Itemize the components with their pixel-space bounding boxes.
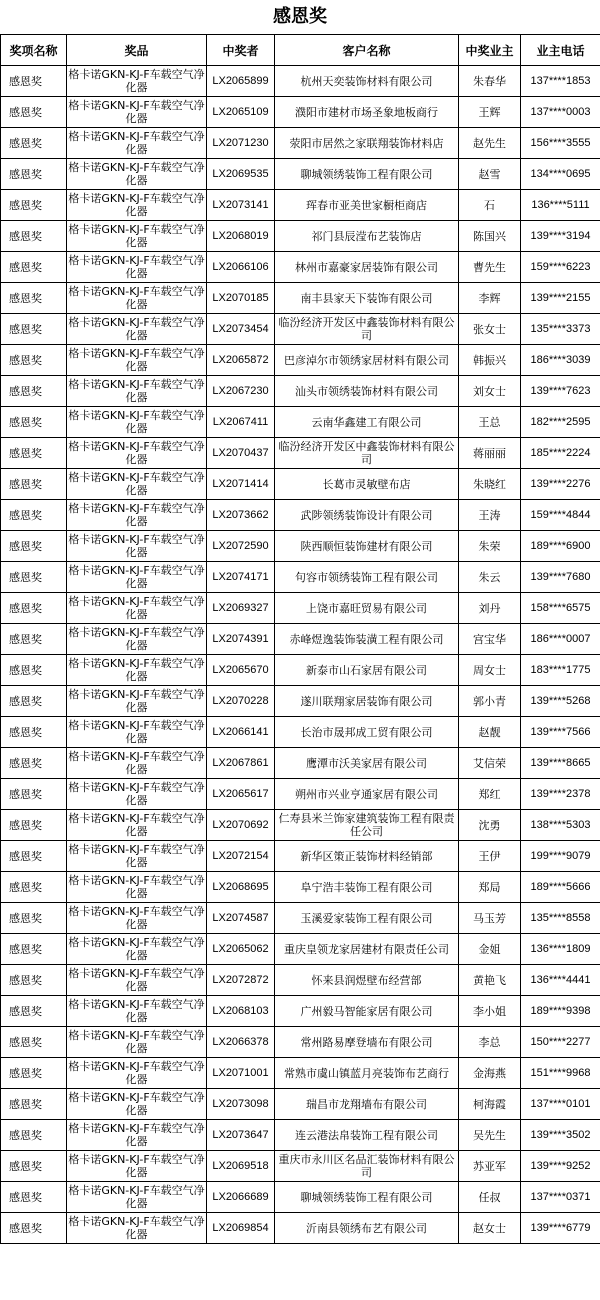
table-row [1, 345, 600, 376]
owner-phone-cell: 139****7623 [521, 376, 600, 407]
winner-code-cell: LX2070692 [207, 810, 275, 841]
winner-code-cell: LX2073098 [207, 1089, 275, 1120]
award-cell: 感恩奖 [1, 748, 67, 779]
customer-name-cell: 荥阳市居然之家联翔装饰材料店 [275, 128, 459, 159]
owner-name-cell: 石 [459, 190, 521, 221]
customer-name-cell: 杭州天奕装饰材料有限公司 [275, 66, 459, 97]
award-cell: 感恩奖 [1, 407, 67, 438]
customer-name-cell: 遂川联翔家居装饰有限公司 [275, 686, 459, 717]
table-row [1, 128, 600, 159]
award-cell: 感恩奖 [1, 593, 67, 624]
customer-name-cell: 赤峰煜逸装饰装潢工程有限公司 [275, 624, 459, 655]
table-row [1, 283, 600, 314]
owner-name-cell: 赵先生 [459, 128, 521, 159]
table-row [1, 717, 600, 748]
owner-name-cell: 马玉芳 [459, 903, 521, 934]
owner-phone-cell: 139****7566 [521, 717, 600, 748]
award-cell: 感恩奖 [1, 655, 67, 686]
award-cell: 感恩奖 [1, 903, 67, 934]
table-row [1, 1058, 600, 1089]
customer-name-cell: 巴彦淖尔市领绣家居材料有限公司 [275, 345, 459, 376]
owner-name-cell: 周女士 [459, 655, 521, 686]
owner-phone-cell: 139****5268 [521, 686, 600, 717]
winner-code-cell: LX2066106 [207, 252, 275, 283]
owner-name-cell: 吴先生 [459, 1120, 521, 1151]
award-cell: 感恩奖 [1, 1151, 67, 1182]
owner-phone-cell: 150****2277 [521, 1027, 600, 1058]
owner-phone-cell: 183****1775 [521, 655, 600, 686]
winner-code-cell: LX2067230 [207, 376, 275, 407]
winner-code-cell: LX2069535 [207, 159, 275, 190]
customer-name-cell: 新泰市山石家居有限公司 [275, 655, 459, 686]
winner-code-cell: LX2066689 [207, 1182, 275, 1213]
customer-name-cell: 临汾经济开发区中鑫装饰材料有限公司 [275, 314, 459, 345]
prize-cell: 格卡诺GKN-KJ-F车载空气净化器 [67, 593, 207, 624]
customer-name-cell: 南丰县家天下装饰有限公司 [275, 283, 459, 314]
winner-code-cell: LX2069327 [207, 593, 275, 624]
winner-code-cell: LX2070185 [207, 283, 275, 314]
winner-code-cell: LX2074587 [207, 903, 275, 934]
owner-phone-cell: 139****3194 [521, 221, 600, 252]
winner-code-cell: LX2074171 [207, 562, 275, 593]
owner-name-cell: 李辉 [459, 283, 521, 314]
award-cell: 感恩奖 [1, 469, 67, 500]
customer-name-cell: 常州路易摩登墙布有限公司 [275, 1027, 459, 1058]
owner-phone-cell: 139****7680 [521, 562, 600, 593]
customer-name-cell: 林州市嘉豪家居装饰有限公司 [275, 252, 459, 283]
table-row [1, 1213, 600, 1244]
owner-phone-cell: 135****3373 [521, 314, 600, 345]
prize-cell: 格卡诺GKN-KJ-F车载空气净化器 [67, 1182, 207, 1213]
winner-code-cell: LX2069518 [207, 1151, 275, 1182]
table-row [1, 190, 600, 221]
award-cell: 感恩奖 [1, 252, 67, 283]
table-row [1, 748, 600, 779]
customer-name-cell: 玉溪爱家装饰工程有限公司 [275, 903, 459, 934]
owner-phone-cell: 199****9079 [521, 841, 600, 872]
prize-cell: 格卡诺GKN-KJ-F车载空气净化器 [67, 562, 207, 593]
winner-code-cell: LX2067861 [207, 748, 275, 779]
owner-name-cell: 金姐 [459, 934, 521, 965]
award-cell: 感恩奖 [1, 221, 67, 252]
award-cell: 感恩奖 [1, 190, 67, 221]
winner-code-cell: LX2072154 [207, 841, 275, 872]
winner-code-cell: LX2073141 [207, 190, 275, 221]
prize-cell: 格卡诺GKN-KJ-F车载空气净化器 [67, 66, 207, 97]
table-body [1, 66, 600, 1244]
award-cell: 感恩奖 [1, 841, 67, 872]
table-row [1, 1027, 600, 1058]
table-row [1, 66, 600, 97]
table-row [1, 1089, 600, 1120]
owner-phone-cell: 137****1853 [521, 66, 600, 97]
owner-name-cell: 沈勇 [459, 810, 521, 841]
winner-code-cell: LX2071001 [207, 1058, 275, 1089]
customer-name-cell: 新华区策正装饰材料经销部 [275, 841, 459, 872]
table-row [1, 97, 600, 128]
customer-name-cell: 陕西顺恒装饰建材有限公司 [275, 531, 459, 562]
owner-name-cell: 任叔 [459, 1182, 521, 1213]
prize-cell: 格卡诺GKN-KJ-F车载空气净化器 [67, 1089, 207, 1120]
table-row [1, 221, 600, 252]
award-cell: 感恩奖 [1, 283, 67, 314]
table-row [1, 593, 600, 624]
customer-name-cell: 鹰潭市沃美家居有限公司 [275, 748, 459, 779]
owner-phone-cell: 189****6900 [521, 531, 600, 562]
award-cell: 感恩奖 [1, 500, 67, 531]
prize-cell: 格卡诺GKN-KJ-F车载空气净化器 [67, 128, 207, 159]
customer-name-cell: 沂南县领绣布艺有限公司 [275, 1213, 459, 1244]
prize-cell: 格卡诺GKN-KJ-F车载空气净化器 [67, 624, 207, 655]
award-cell: 感恩奖 [1, 686, 67, 717]
owner-name-cell: 张女士 [459, 314, 521, 345]
table-row [1, 500, 600, 531]
customer-name-cell: 连云港法帛装饰工程有限公司 [275, 1120, 459, 1151]
customer-name-cell: 上饶市嘉旺贸易有限公司 [275, 593, 459, 624]
award-cell: 感恩奖 [1, 810, 67, 841]
award-cell: 感恩奖 [1, 314, 67, 345]
table-row [1, 686, 600, 717]
award-cell: 感恩奖 [1, 1027, 67, 1058]
owner-phone-cell: 189****9398 [521, 996, 600, 1027]
customer-name-cell: 濮阳市建材市场圣象地板商行 [275, 97, 459, 128]
prize-cell: 格卡诺GKN-KJ-F车载空气净化器 [67, 283, 207, 314]
winner-code-cell: LX2068103 [207, 996, 275, 1027]
table-row [1, 965, 600, 996]
owner-phone-cell: 138****5303 [521, 810, 600, 841]
award-cell: 感恩奖 [1, 965, 67, 996]
prize-cell: 格卡诺GKN-KJ-F车载空气净化器 [67, 314, 207, 345]
prize-cell: 格卡诺GKN-KJ-F车载空气净化器 [67, 872, 207, 903]
owner-name-cell: 金海燕 [459, 1058, 521, 1089]
customer-name-cell: 广州毅马智能家居有限公司 [275, 996, 459, 1027]
prize-cell: 格卡诺GKN-KJ-F车载空气净化器 [67, 159, 207, 190]
owner-phone-cell: 136****4441 [521, 965, 600, 996]
owner-name-cell: 朱春华 [459, 66, 521, 97]
customer-name-cell: 常熟市虞山镇蓝月亮装饰布艺商行 [275, 1058, 459, 1089]
owner-name-cell: 曹先生 [459, 252, 521, 283]
owner-name-cell: 郑红 [459, 779, 521, 810]
winner-code-cell: LX2066141 [207, 717, 275, 748]
owner-name-cell: 黄艳飞 [459, 965, 521, 996]
winner-code-cell: LX2073454 [207, 314, 275, 345]
prize-cell: 格卡诺GKN-KJ-F车载空气净化器 [67, 1151, 207, 1182]
award-cell: 感恩奖 [1, 934, 67, 965]
table-row [1, 903, 600, 934]
winner-code-cell: LX2072872 [207, 965, 275, 996]
prize-cell: 格卡诺GKN-KJ-F车载空气净化器 [67, 469, 207, 500]
award-cell: 感恩奖 [1, 159, 67, 190]
table-row [1, 407, 600, 438]
header-customer: 客户名称 [275, 35, 459, 66]
winner-code-cell: LX2068695 [207, 872, 275, 903]
owner-name-cell: 赵雪 [459, 159, 521, 190]
award-cell: 感恩奖 [1, 562, 67, 593]
winner-code-cell: LX2067411 [207, 407, 275, 438]
customer-name-cell: 武陟领绣装饰设计有限公司 [275, 500, 459, 531]
winner-code-cell: LX2065062 [207, 934, 275, 965]
prize-cell: 格卡诺GKN-KJ-F车载空气净化器 [67, 1213, 207, 1244]
winner-code-cell: LX2065109 [207, 97, 275, 128]
award-cell: 感恩奖 [1, 345, 67, 376]
customer-name-cell: 句容市领绣装饰工程有限公司 [275, 562, 459, 593]
owner-phone-cell: 158****6575 [521, 593, 600, 624]
customer-name-cell: 临汾经济开发区中鑫装饰材料有限公司 [275, 438, 459, 469]
owner-name-cell: 李小姐 [459, 996, 521, 1027]
customer-name-cell: 汕头市领绣装饰材料有限公司 [275, 376, 459, 407]
award-cell: 感恩奖 [1, 128, 67, 159]
table-header-row [1, 35, 600, 66]
prize-cell: 格卡诺GKN-KJ-F车载空气净化器 [67, 407, 207, 438]
owner-name-cell: 宫宝华 [459, 624, 521, 655]
owner-name-cell: 王涛 [459, 500, 521, 531]
prize-cell: 格卡诺GKN-KJ-F车载空气净化器 [67, 965, 207, 996]
prize-cell: 格卡诺GKN-KJ-F车载空气净化器 [67, 903, 207, 934]
owner-phone-cell: 137****0101 [521, 1089, 600, 1120]
owner-phone-cell: 137****0371 [521, 1182, 600, 1213]
winner-code-cell: LX2070228 [207, 686, 275, 717]
owner-phone-cell: 182****2595 [521, 407, 600, 438]
owner-name-cell: 陈国兴 [459, 221, 521, 252]
owner-phone-cell: 135****8558 [521, 903, 600, 934]
prize-cell: 格卡诺GKN-KJ-F车载空气净化器 [67, 345, 207, 376]
owner-phone-cell: 139****2378 [521, 779, 600, 810]
owner-phone-cell: 159****6223 [521, 252, 600, 283]
winner-code-cell: LX2073662 [207, 500, 275, 531]
owner-name-cell: 李总 [459, 1027, 521, 1058]
award-cell: 感恩奖 [1, 1213, 67, 1244]
prize-cell: 格卡诺GKN-KJ-F车载空气净化器 [67, 190, 207, 221]
prize-cell: 格卡诺GKN-KJ-F车载空气净化器 [67, 686, 207, 717]
owner-phone-cell: 139****8665 [521, 748, 600, 779]
customer-name-cell: 仁寿县米兰饰家建筑装饰工程有限责任公司 [275, 810, 459, 841]
table-row [1, 1120, 600, 1151]
owner-phone-cell: 139****2276 [521, 469, 600, 500]
prize-cell: 格卡诺GKN-KJ-F车载空气净化器 [67, 996, 207, 1027]
customer-name-cell: 聊城领绣装饰工程有限公司 [275, 159, 459, 190]
award-cell: 感恩奖 [1, 717, 67, 748]
table-row [1, 872, 600, 903]
prize-cell: 格卡诺GKN-KJ-F车载空气净化器 [67, 252, 207, 283]
prize-cell: 格卡诺GKN-KJ-F车载空气净化器 [67, 841, 207, 872]
owner-name-cell: 王总 [459, 407, 521, 438]
winner-code-cell: LX2066378 [207, 1027, 275, 1058]
table-row [1, 996, 600, 1027]
customer-name-cell: 朔州市兴业亨通家居有限公司 [275, 779, 459, 810]
winner-code-cell: LX2072590 [207, 531, 275, 562]
owner-name-cell: 苏亚军 [459, 1151, 521, 1182]
customer-name-cell: 云南华鑫建工有限公司 [275, 407, 459, 438]
customer-name-cell: 瑞昌市龙翔墙布有限公司 [275, 1089, 459, 1120]
award-cell: 感恩奖 [1, 531, 67, 562]
owner-name-cell: 朱云 [459, 562, 521, 593]
customer-name-cell: 聊城领绣装饰工程有限公司 [275, 1182, 459, 1213]
prize-cell: 格卡诺GKN-KJ-F车载空气净化器 [67, 1058, 207, 1089]
customer-name-cell: 重庆皇领龙家居建材有限责任公司 [275, 934, 459, 965]
header-award: 奖项名称 [1, 35, 67, 66]
prize-cell: 格卡诺GKN-KJ-F车载空气净化器 [67, 655, 207, 686]
owner-name-cell: 朱荣 [459, 531, 521, 562]
prize-cell: 格卡诺GKN-KJ-F车载空气净化器 [67, 97, 207, 128]
customer-name-cell: 怀来县润煜壁布经营部 [275, 965, 459, 996]
customer-name-cell: 长葛市灵敏壁布店 [275, 469, 459, 500]
award-cell: 感恩奖 [1, 66, 67, 97]
owner-phone-cell: 159****4844 [521, 500, 600, 531]
table-row [1, 1182, 600, 1213]
table-row [1, 562, 600, 593]
winner-code-cell: LX2070437 [207, 438, 275, 469]
owner-phone-cell: 139****3502 [521, 1120, 600, 1151]
owner-name-cell: 王辉 [459, 97, 521, 128]
award-cell: 感恩奖 [1, 438, 67, 469]
owner-phone-cell: 186****3039 [521, 345, 600, 376]
prize-cell: 格卡诺GKN-KJ-F车载空气净化器 [67, 779, 207, 810]
customer-name-cell: 珲春市亚美世家橱柜商店 [275, 190, 459, 221]
owner-phone-cell: 186****0007 [521, 624, 600, 655]
table-row [1, 531, 600, 562]
owner-phone-cell: 137****0003 [521, 97, 600, 128]
table-row [1, 934, 600, 965]
winner-code-cell: LX2074391 [207, 624, 275, 655]
owner-name-cell: 赵女士 [459, 1213, 521, 1244]
table-row [1, 252, 600, 283]
award-cell: 感恩奖 [1, 872, 67, 903]
owner-name-cell: 蒋丽丽 [459, 438, 521, 469]
prize-cell: 格卡诺GKN-KJ-F车载空气净化器 [67, 500, 207, 531]
prize-cell: 格卡诺GKN-KJ-F车载空气净化器 [67, 221, 207, 252]
customer-name-cell: 重庆市永川区名品汇装饰材料有限公司 [275, 1151, 459, 1182]
owner-name-cell: 韩振兴 [459, 345, 521, 376]
winner-code-cell: LX2065899 [207, 66, 275, 97]
owner-phone-cell: 136****1809 [521, 934, 600, 965]
winner-code-cell: LX2065872 [207, 345, 275, 376]
table-row [1, 655, 600, 686]
page-title: 感恩奖 [273, 6, 327, 27]
prize-cell: 格卡诺GKN-KJ-F车载空气净化器 [67, 376, 207, 407]
owner-phone-cell: 139****9252 [521, 1151, 600, 1182]
winner-code-cell: LX2071414 [207, 469, 275, 500]
table-row [1, 1151, 600, 1182]
table-row [1, 159, 600, 190]
owner-phone-cell: 156****3555 [521, 128, 600, 159]
prize-cell: 格卡诺GKN-KJ-F车载空气净化器 [67, 934, 207, 965]
winner-code-cell: LX2065617 [207, 779, 275, 810]
table-row [1, 469, 600, 500]
prize-cell: 格卡诺GKN-KJ-F车载空气净化器 [67, 810, 207, 841]
table-row [1, 810, 600, 841]
award-cell: 感恩奖 [1, 1120, 67, 1151]
award-cell: 感恩奖 [1, 996, 67, 1027]
prize-cell: 格卡诺GKN-KJ-F车载空气净化器 [67, 748, 207, 779]
owner-phone-cell: 151****9968 [521, 1058, 600, 1089]
owner-name-cell: 刘女士 [459, 376, 521, 407]
table-row [1, 314, 600, 345]
owner-phone-cell: 189****5666 [521, 872, 600, 903]
winner-code-cell: LX2068019 [207, 221, 275, 252]
winner-code-cell: LX2073647 [207, 1120, 275, 1151]
table-row [1, 779, 600, 810]
prize-cell: 格卡诺GKN-KJ-F车载空气净化器 [67, 1120, 207, 1151]
award-cell: 感恩奖 [1, 376, 67, 407]
award-cell: 感恩奖 [1, 1182, 67, 1213]
award-cell: 感恩奖 [1, 779, 67, 810]
owner-name-cell: 郭小青 [459, 686, 521, 717]
owner-name-cell: 王伊 [459, 841, 521, 872]
owner-name-cell: 朱晓红 [459, 469, 521, 500]
prize-cell: 格卡诺GKN-KJ-F车载空气净化器 [67, 717, 207, 748]
prize-cell: 格卡诺GKN-KJ-F车载空气净化器 [67, 1027, 207, 1058]
table-row [1, 624, 600, 655]
header-prize: 奖品 [67, 35, 207, 66]
customer-name-cell: 祁门县辰滢布艺装饰店 [275, 221, 459, 252]
owner-phone-cell: 139****2155 [521, 283, 600, 314]
header-owner: 中奖业主 [459, 35, 521, 66]
winner-code-cell: LX2065670 [207, 655, 275, 686]
owner-name-cell: 赵靓 [459, 717, 521, 748]
award-cell: 感恩奖 [1, 1058, 67, 1089]
customer-name-cell: 长治市晟邦成工贸有限公司 [275, 717, 459, 748]
winner-code-cell: LX2069854 [207, 1213, 275, 1244]
header-winner-code: 中奖者 [207, 35, 275, 66]
table-row [1, 841, 600, 872]
prize-cell: 格卡诺GKN-KJ-F车载空气净化器 [67, 438, 207, 469]
owner-name-cell: 刘丹 [459, 593, 521, 624]
award-cell: 感恩奖 [1, 97, 67, 128]
table-row [1, 438, 600, 469]
owner-phone-cell: 185****2224 [521, 438, 600, 469]
owner-name-cell: 郑局 [459, 872, 521, 903]
header-phone: 业主电话 [521, 35, 600, 66]
owner-name-cell: 艾信荣 [459, 748, 521, 779]
owner-phone-cell: 136****5111 [521, 190, 600, 221]
winner-code-cell: LX2071230 [207, 128, 275, 159]
prize-cell: 格卡诺GKN-KJ-F车载空气净化器 [67, 531, 207, 562]
owner-phone-cell: 139****6779 [521, 1213, 600, 1244]
table-row [1, 376, 600, 407]
owner-phone-cell: 134****0695 [521, 159, 600, 190]
award-cell: 感恩奖 [1, 1089, 67, 1120]
winners-table [0, 34, 600, 1244]
owner-name-cell: 柯海霞 [459, 1089, 521, 1120]
customer-name-cell: 阜宁浩丰装饰工程有限公司 [275, 872, 459, 903]
award-cell: 感恩奖 [1, 624, 67, 655]
